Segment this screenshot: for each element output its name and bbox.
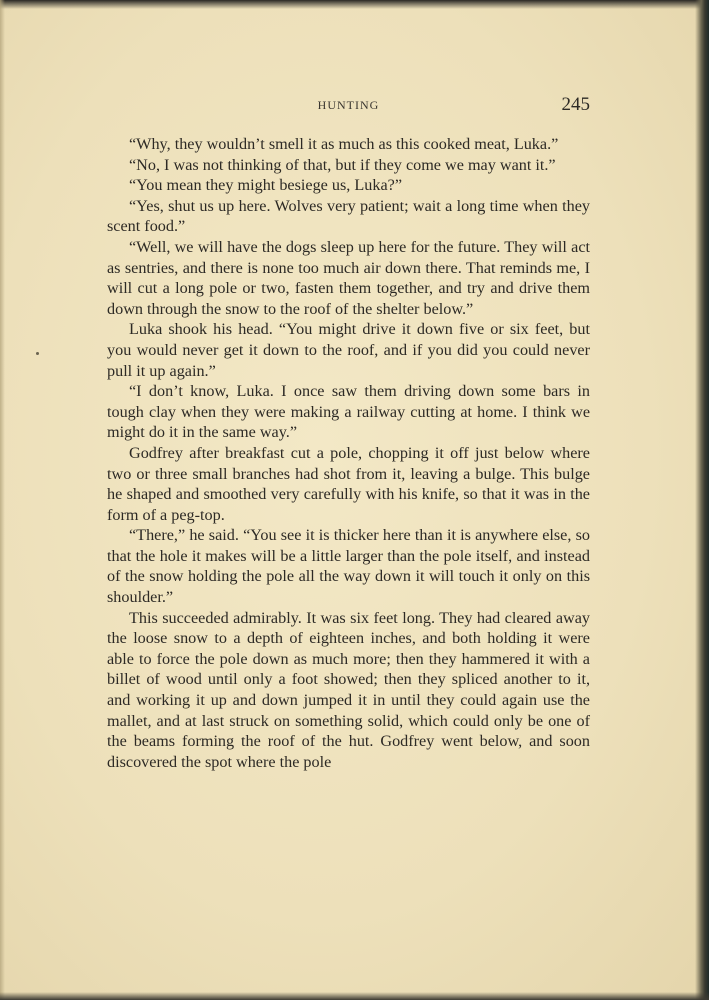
paragraph: “No, I was not thinking of that, but if they come we may want it.” — [129, 155, 556, 174]
paragraph: This succeeded admirably. It was six feet long. They had cleared away the loose snow to a depth of eighteen inches, and both holding it were able to force the pole down as much more; then they hammered it with a billet of wood until only a foot showed; then they spliced another to it, and working it up and down jumped it in until they could again use the mallet, and at last struck on something solid, which could only be one of the beams forming the roof of the hut. Godfrey went below, and soon discovered the spot where the pole — [107, 608, 590, 771]
paragraph: “I don’t know, Luka. I once saw them driving down some bars in tough clay when they were making a railway cutting at home. I think we might do it in the same way.” — [107, 382, 590, 442]
paragraph: “You mean they might besiege us, Luka?” — [129, 176, 403, 195]
scan-top-shadow — [0, 0, 709, 9]
scan-left-edge — [0, 0, 5, 1000]
page-number: 245 — [561, 94, 590, 115]
paragraph: Godfrey after breakfast cut a pole, chopping it off just below where two or three small branches had shot from it, leaving a bulge. This bulge he shaped and smoothed very carefully with his knife, so that it was in the form of a peg-top. — [107, 443, 590, 524]
running-title: HUNTING — [317, 98, 380, 112]
body-text — [107, 134, 590, 772]
paragraph: “Yes, shut us up here. Wolves very patient; wait a long time when they scent food.” — [107, 196, 590, 236]
scan-bottom-edge — [0, 992, 709, 1000]
paragraph: “Why, they wouldn’t smell it as much as this cooked meat, Luka.” — [129, 135, 559, 153]
scan-right-edge — [695, 0, 709, 1000]
paragraph: Luka shook his head. “You might drive it down five or six feet, but you would never get it down to the roof, and if you did you could never pull it up again.” — [107, 320, 590, 380]
running-head — [107, 94, 590, 120]
paragraph: “There,” he said. “You see it is thicker here than it is anywhere else, so that the hole it makes will be a little larger than the pole itself, and instead of the snow holding the pole all the way down it will touch it only on this shoulder.” — [107, 526, 590, 607]
paragraph: “Well, we will have the dogs sleep up here for the future. They will act as sentries, and there is none too much air down there. That reminds me, I will cut a long pole or two, fasten them together, and try and drive them down through the snow to the roof of the shelter below.” — [107, 237, 590, 318]
margin-speck — [36, 352, 39, 355]
